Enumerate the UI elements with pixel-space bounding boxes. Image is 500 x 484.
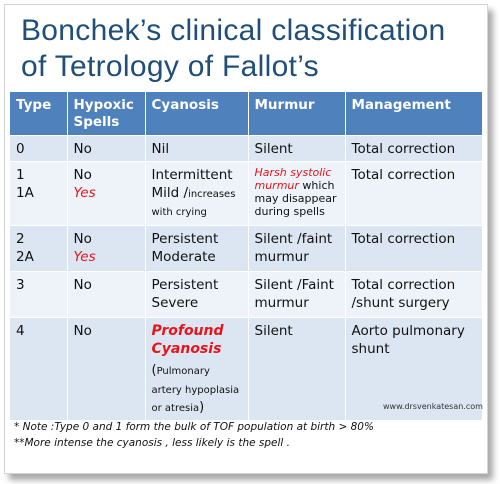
cell-cyanosis [145, 162, 248, 226]
open-paren: ( [151, 363, 157, 378]
cyanosis-value: Persistent [151, 231, 219, 247]
cyanosis-note-wrap [152, 361, 243, 417]
cell-management: Total correction [345, 136, 482, 162]
cell-spells [67, 162, 145, 226]
spells-value-alt: Yes [73, 249, 96, 265]
title-line-1: Bonchek’s clinical classification [21, 14, 446, 47]
cell-cyanosis: Nil [145, 136, 248, 162]
header-cyanosis: Cyanosis [145, 92, 248, 136]
cell-spells: No [67, 318, 145, 421]
cyanosis-value-alt [152, 184, 243, 220]
slide-title [21, 13, 481, 85]
cell-cyanosis [145, 318, 248, 421]
cyanosis-value-alt: Moderate [151, 249, 216, 265]
footnotes [14, 419, 484, 451]
cell-management: Total correction [345, 226, 482, 272]
classification-table [10, 92, 482, 420]
cell-type: 3 [10, 272, 67, 318]
cyanosis-profound: Profound Cyanosis [151, 323, 224, 357]
cell-spells: No [67, 136, 145, 162]
header-hypoxic-spells: Hypoxic Spells [67, 92, 145, 136]
cell-management: Total correction [345, 162, 482, 226]
table-row [10, 226, 482, 272]
cyanosis-note: increases with crying [151, 189, 236, 218]
footnote-2: **More intense the cyanosis , less likely is the spell . [14, 437, 291, 449]
management-value: Aorto pulmonary shunt [351, 323, 465, 357]
cell-murmur: Silent [248, 136, 345, 162]
cell-murmur: Silent /faint murmur [248, 226, 345, 272]
cell-murmur [248, 162, 345, 226]
cell-type [10, 162, 67, 226]
cell-type: 0 [10, 136, 67, 162]
cell-murmur: Silent /Faint murmur [248, 272, 345, 318]
watermark: www.drsvenkatesan.com [383, 402, 483, 411]
header-murmur: Murmur [248, 92, 345, 136]
table-row [10, 136, 482, 162]
cyanosis-note: Pulmonary artery hypoplasia or atresia [151, 366, 240, 414]
cell-spells: No [67, 272, 145, 318]
murmur-harsh: Harsh systolic murmur [254, 166, 332, 192]
footnote-1: * Note :Type 0 and 1 form the bulk of TOF population at birth > 80% [14, 421, 374, 433]
type-value: 1 [16, 167, 25, 183]
table-row [10, 272, 482, 318]
title-line-2: of Tetrology of Fallot’s [21, 50, 319, 83]
header-type: Type [10, 92, 67, 136]
cell-cyanosis [145, 226, 248, 272]
cyanosis-value: Persistent [151, 277, 219, 293]
spells-value: No [73, 231, 92, 247]
cyanosis-mild: Mild / [151, 185, 189, 201]
table-row [10, 162, 482, 226]
cell-cyanosis [145, 272, 248, 318]
spells-value: No [73, 167, 92, 183]
cell-murmur: Silent [248, 318, 345, 421]
type-value-alt: 1A [16, 185, 34, 201]
spells-value-alt: Yes [73, 185, 96, 201]
header-management: Management [345, 92, 482, 136]
table-header-row [10, 92, 482, 136]
cyanosis-value: Intermittent [151, 167, 233, 183]
cell-type: 4 [10, 318, 67, 421]
type-value-alt: 2A [16, 249, 34, 265]
cell-spells [67, 226, 145, 272]
cyanosis-value-alt: Severe [151, 295, 199, 311]
type-value: 2 [16, 231, 25, 247]
close-paren: ) [199, 400, 205, 415]
cell-type [10, 226, 67, 272]
murmur-rest: which may disappear during spells [254, 179, 337, 218]
cell-management: Total correction /shunt surgery [345, 272, 482, 318]
